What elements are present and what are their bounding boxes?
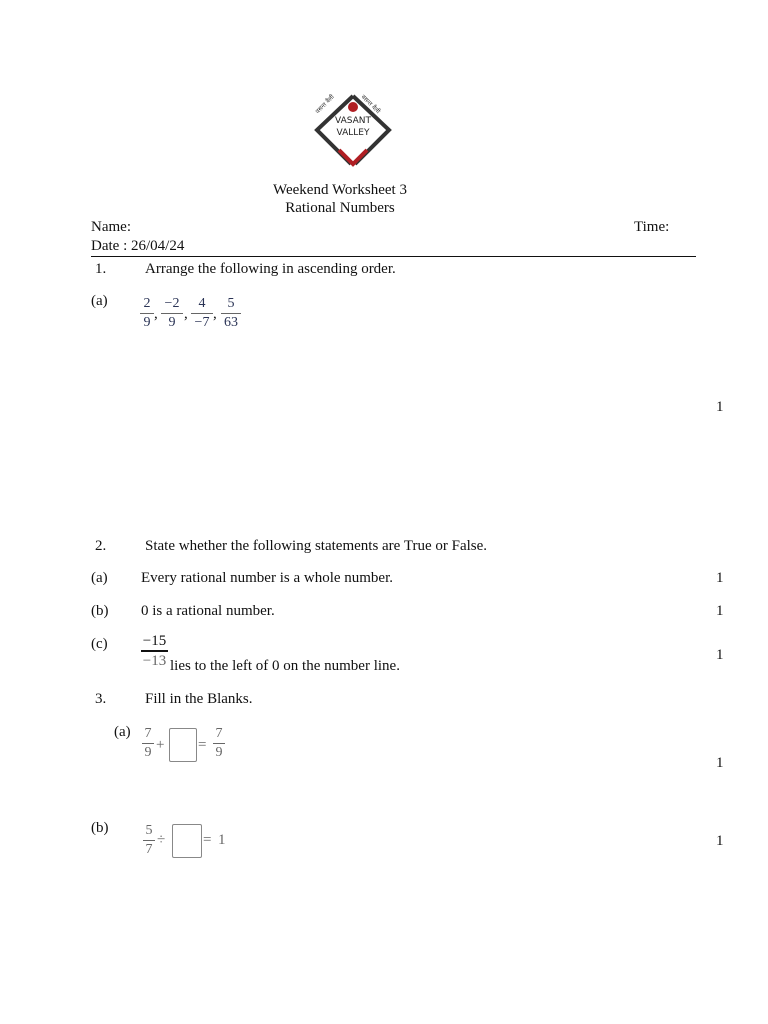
q1a-fraction-4: 5 63 xyxy=(221,296,241,331)
worksheet-title: Weekend Worksheet 3 xyxy=(273,182,407,198)
q2b-marks: 1 xyxy=(716,603,724,619)
logo-text-bottom: VALLEY xyxy=(336,128,370,138)
date-label: Date : 26/04/24 xyxy=(91,238,185,254)
q3b-blank-box[interactable] xyxy=(172,824,202,858)
logo-arc-right: वसन्त वैली xyxy=(359,93,382,116)
q3a-label: (a) xyxy=(114,724,131,740)
q3b-rhs: 1 xyxy=(218,832,226,848)
q3a-blank-box[interactable] xyxy=(169,728,197,762)
q2c-marks: 1 xyxy=(716,647,724,663)
q2b-label: (b) xyxy=(91,603,109,619)
name-label: Name: xyxy=(91,219,131,235)
q2c-fraction: −15 −13 xyxy=(142,633,167,669)
worksheet-subtitle: Rational Numbers xyxy=(285,200,395,216)
q2-number: 2. xyxy=(95,538,107,554)
q3-prompt: Fill in the Blanks. xyxy=(145,691,253,707)
q1a-separator-1: , xyxy=(154,306,158,322)
header-divider xyxy=(91,256,696,257)
q3b-marks: 1 xyxy=(716,833,724,849)
q1-number: 1. xyxy=(95,261,107,277)
q2a-text: Every rational number is a whole number. xyxy=(141,570,394,586)
q1a-separator-2: , xyxy=(184,306,188,322)
school-logo xyxy=(311,90,395,170)
q2c-text: lies to the left of 0 on the number line. xyxy=(170,658,400,674)
q2c-label: (c) xyxy=(91,636,108,652)
time-label: Time: xyxy=(634,219,670,235)
q3b-operator: ÷ xyxy=(157,832,166,848)
q1a-label: (a) xyxy=(91,293,108,309)
q1a-fraction-2: −2 9 xyxy=(161,296,183,331)
q3-number: 3. xyxy=(95,691,107,707)
q3a-operator: + xyxy=(156,737,165,753)
q3a-marks: 1 xyxy=(716,755,724,771)
logo-arc-left: वसन्त वैली xyxy=(314,93,336,116)
q3a-equals: = xyxy=(198,737,207,753)
q3b-label: (b) xyxy=(91,820,109,836)
q2a-label: (a) xyxy=(91,570,108,586)
q3a-lhs-fraction: 7 9 xyxy=(142,726,154,761)
q3b-equals: = xyxy=(203,832,212,848)
q3b-lhs-fraction: 5 7 xyxy=(143,823,155,858)
q1a-fraction-3: 4 −7 xyxy=(191,296,213,331)
q1a-fraction-1: 2 9 xyxy=(140,296,154,331)
q1-prompt: Arrange the following in ascending order. xyxy=(145,261,396,277)
logo-text-top: VASANT xyxy=(334,116,371,126)
q2b-text: 0 is a rational number. xyxy=(141,603,275,619)
q2a-marks: 1 xyxy=(716,570,724,586)
q3a-rhs-fraction: 7 9 xyxy=(213,726,225,761)
q1a-marks: 1 xyxy=(716,399,724,415)
q1a-separator-3: , xyxy=(213,306,217,322)
q2-prompt: State whether the following statements are True or False. xyxy=(145,538,488,554)
